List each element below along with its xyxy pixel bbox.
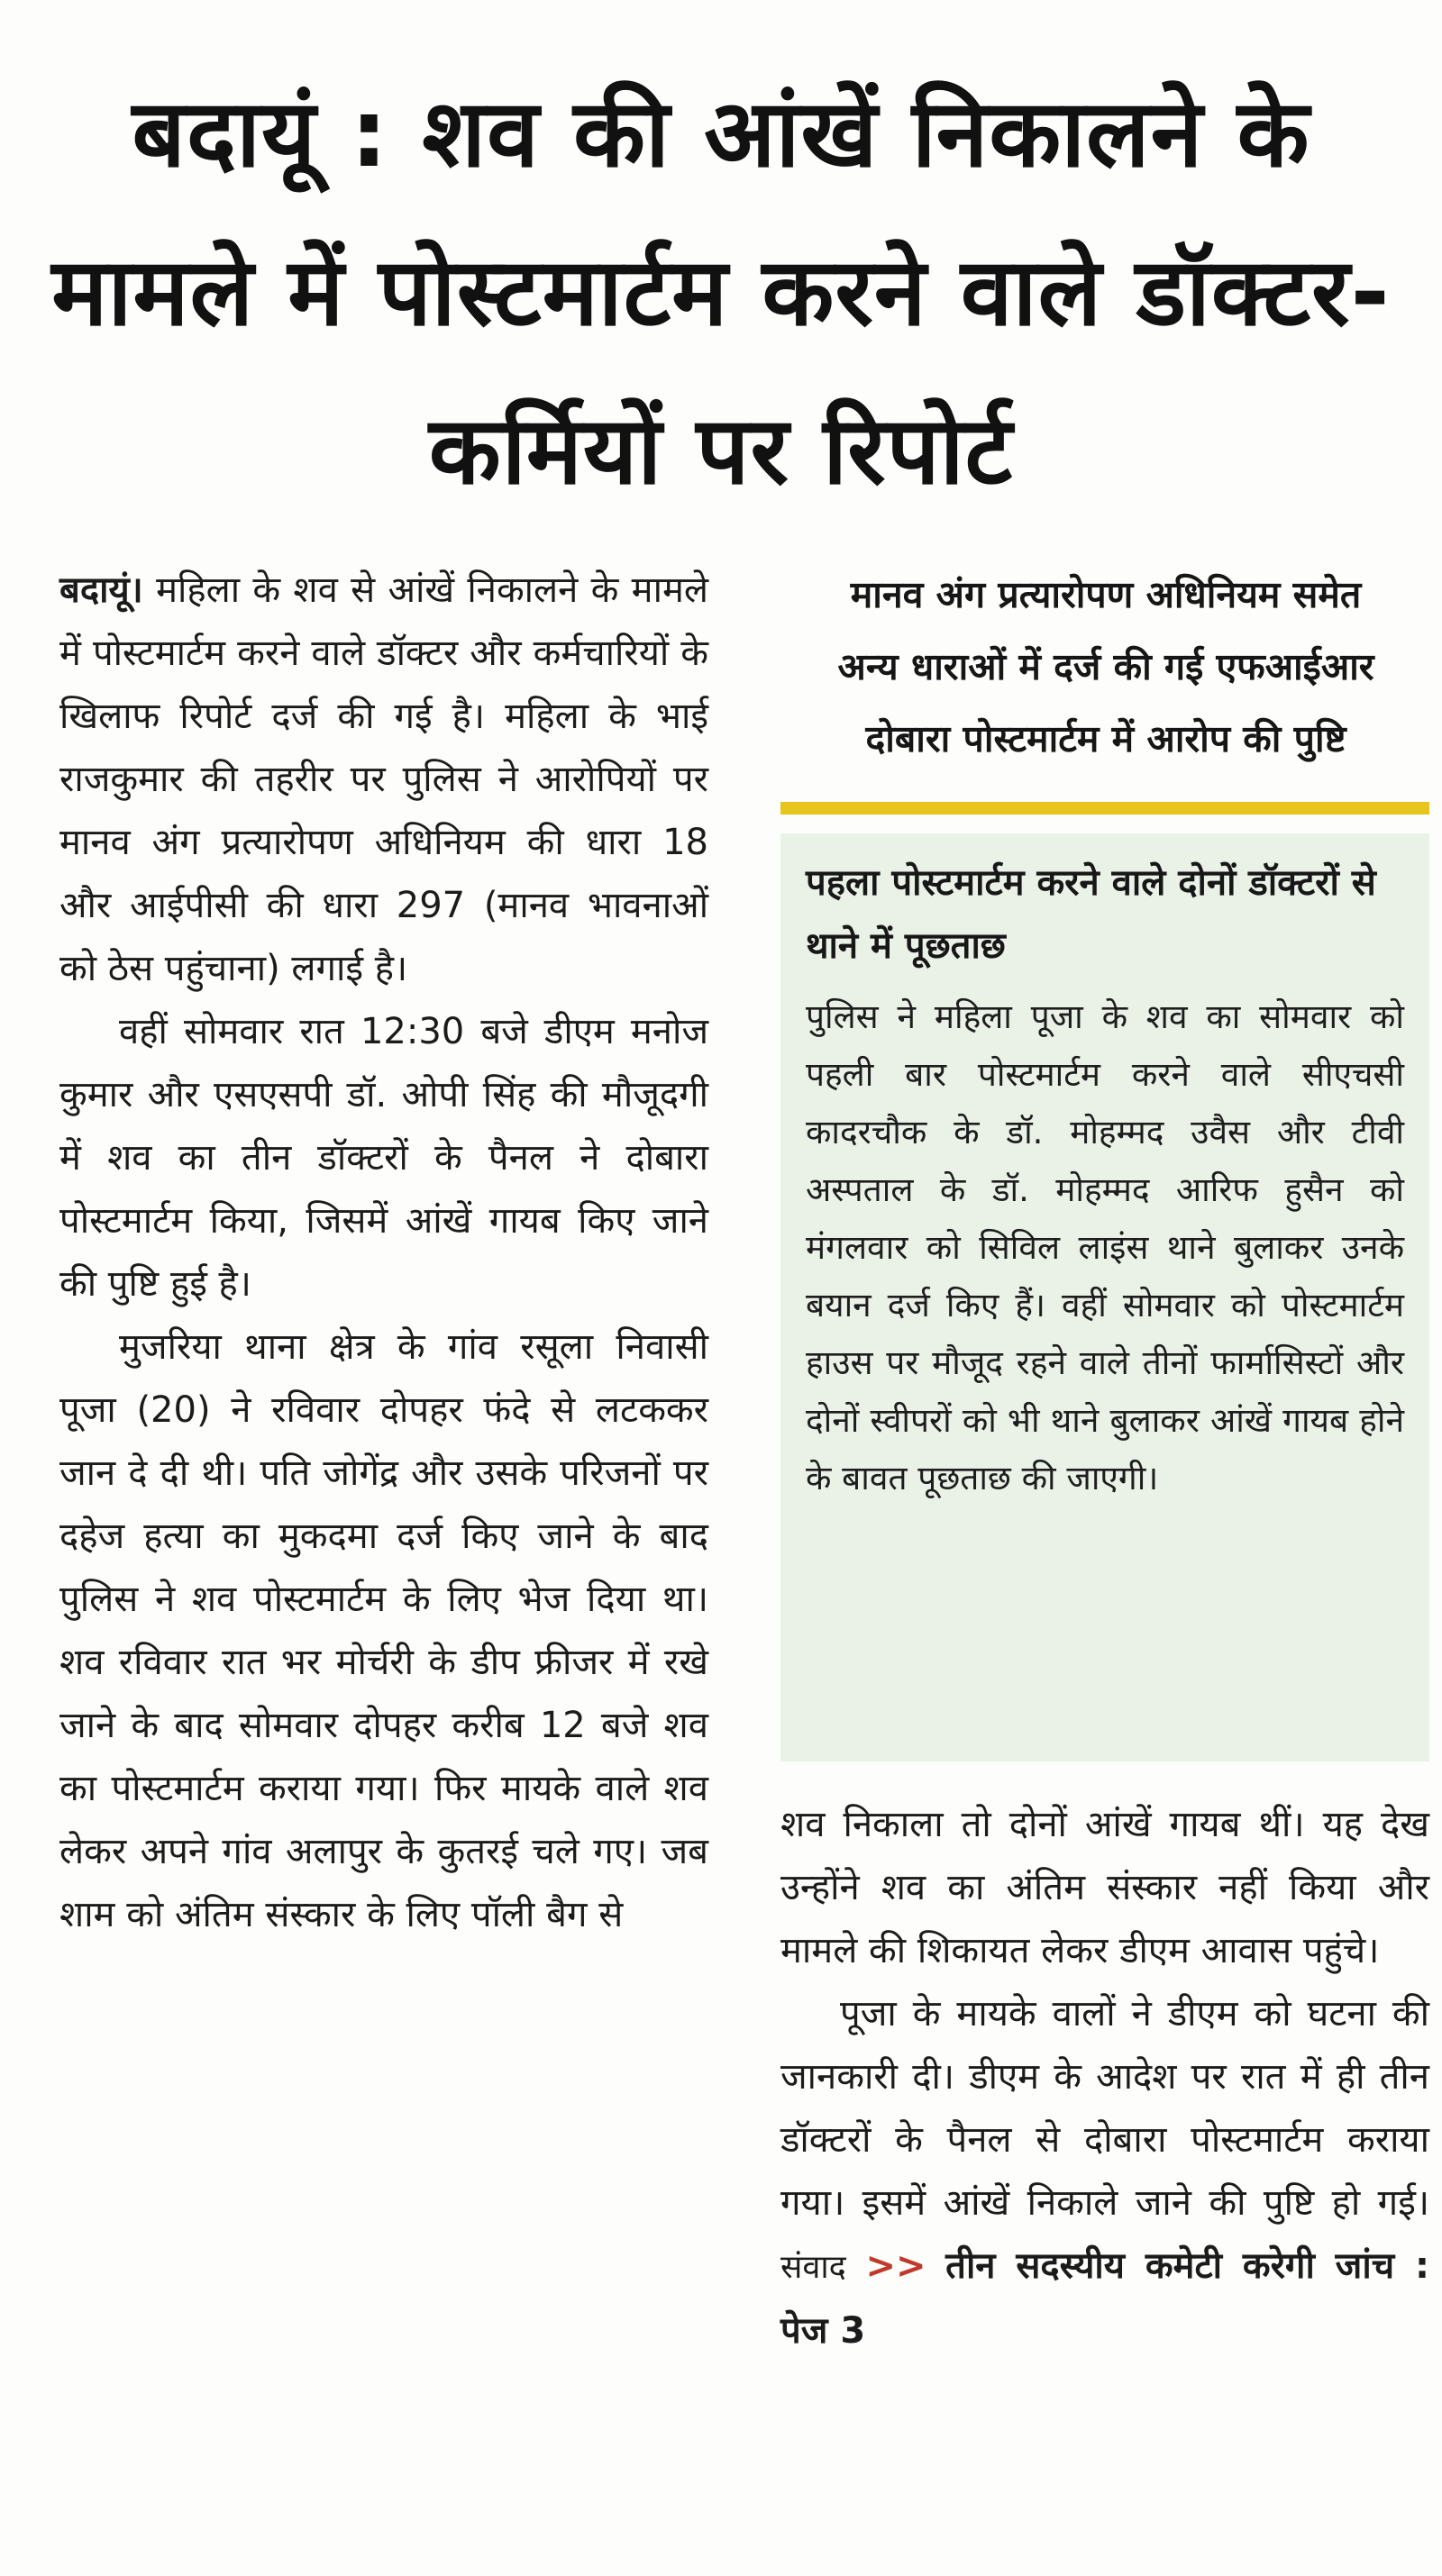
final-paragraph-text: पूजा के मायके वालों ने डीएम को घटना की जानकारी दी। डीएम के आदेश पर रात में ही तीन डॉक्टरों के पैनल से दोबारा पोस्टमार्टम कराया गया। इसमें आंखें निकाले जाने की पुष्टि हो गई। bbox=[780, 1993, 1429, 2224]
article-paragraph-1 bbox=[59, 559, 708, 1000]
final-paragraph bbox=[780, 1982, 1429, 2362]
dateline: बदायूं। bbox=[59, 569, 143, 611]
subheadline-3: दोबारा पोस्टमार्टम में आरोप की पुष्टि bbox=[865, 717, 1346, 760]
article-paragraph-2: वहीं सोमवार रात 12:30 बजे डीएम मनोज कुमार और एसएसपी डॉ. ओपी सिंह की मौजूदगी में शव का तीन डॉक्टरों के पैनल ने दोबारा पोस्टमार्टम किया, जिसमें आंखें गायब किए जाने की पुष्टि हुई है। bbox=[59, 1011, 708, 1305]
sidebar-box bbox=[780, 833, 1429, 1761]
subheadline-2: अन्य धाराओं में दर्ज की गई एफआईआर bbox=[837, 645, 1374, 688]
page-crossref: तीन सदस्यीय कमेटी करेगी जांच : पेज 3 bbox=[780, 2245, 1429, 2352]
right-column-subheads bbox=[777, 559, 1435, 775]
arrow-icon: >> bbox=[865, 2245, 926, 2287]
yellow-divider bbox=[780, 802, 1429, 815]
article-paragraph-3: मुजरिया थाना क्षेत्र के गांव रसूला निवासी पूजा (20) ने रविवार दोपहर फंदे से लटककर जान दे दी थी। पति जोगेंद्र और उसके परिजनों पर दहेज हत्या का मुकदमा दर्ज किए जाने के बाद पुलिस ने शव पोस्टमार्टम के लिए भेज दिया था। शव रविवार रात भर मोर्चरी के डीप फ्रीजर में रखे जाने के बाद सोमवार दोपहर करीब 12 बजे शव का पोस्टमार्टम कराया गया। फिर मायके वाले शव लेकर अपने गांव अलापुर के कुतरई चले गए। जब शाम को अंतिम संस्कार के लिए पॉली बैग से bbox=[59, 1326, 708, 1935]
right-column-continuation bbox=[780, 1793, 1429, 2362]
sidebar-box-heading: पहला पोस्टमार्टम करने वाले दोनों डॉक्टरों से थाने में पूछताछ bbox=[806, 862, 1376, 967]
signoff: संवाद bbox=[780, 2249, 846, 2286]
subheadline-block bbox=[777, 559, 1435, 775]
left-column bbox=[59, 559, 708, 1946]
continuation-paragraph: शव निकाला तो दोनों आंखें गायब थीं। यह देख उन्होंने शव का अंतिम संस्कार नहीं किया और मामले की शिकायत लेकर डीएम आवास पहुंचे। bbox=[780, 1804, 1429, 1971]
paragraph-1-text: महिला के शव से आंखें निकालने के मामले में पोस्टमार्टम करने वाले डॉक्टर और कर्मचारियों के खिलाफ रिपोर्ट दर्ज की गई है। महिला के भाई राजकुमार की तहरीर पर पुलिस ने आरोपियों पर मानव अंग प्रत्यारोपण अधिनियम की धारा 18 और आईपीसी की धारा 297 (मानव भावनाओं को ठेस पहुंचाना) लगाई है। bbox=[59, 569, 708, 989]
headline: बदायूं : शव की आंखें निकालने के मामले में पोस्टमार्टम करने वाले डॉक्टर-कर्मियों पर रिपोर्ट bbox=[51, 78, 1391, 505]
sidebar-box-body: पुलिस ने महिला पूजा के शव का सोमवार को पहली बार पोस्टमार्टम करने वाले सीएचसी कादरचौक के डॉ. मोहम्मद उवैस और टीवी अस्पताल के डॉ. मोहम्मद आरिफ हुसैन को मंगलवार को सिविल लाइंस थाने बुलाकर उनके बयान दर्ज किए हैं। वहीं सोमवार को पोस्टमार्टम हाउस पर मौजूद रहने वाले तीनों फार्मासिस्टों और दोनों स्वीपरों को भी थाने बुलाकर आंखें गायब होने के बावत पूछताछ की जाएगी। bbox=[806, 997, 1404, 1497]
subheadline-1: मानव अंग प्रत्यारोपण अधिनियम समेत bbox=[850, 573, 1362, 616]
